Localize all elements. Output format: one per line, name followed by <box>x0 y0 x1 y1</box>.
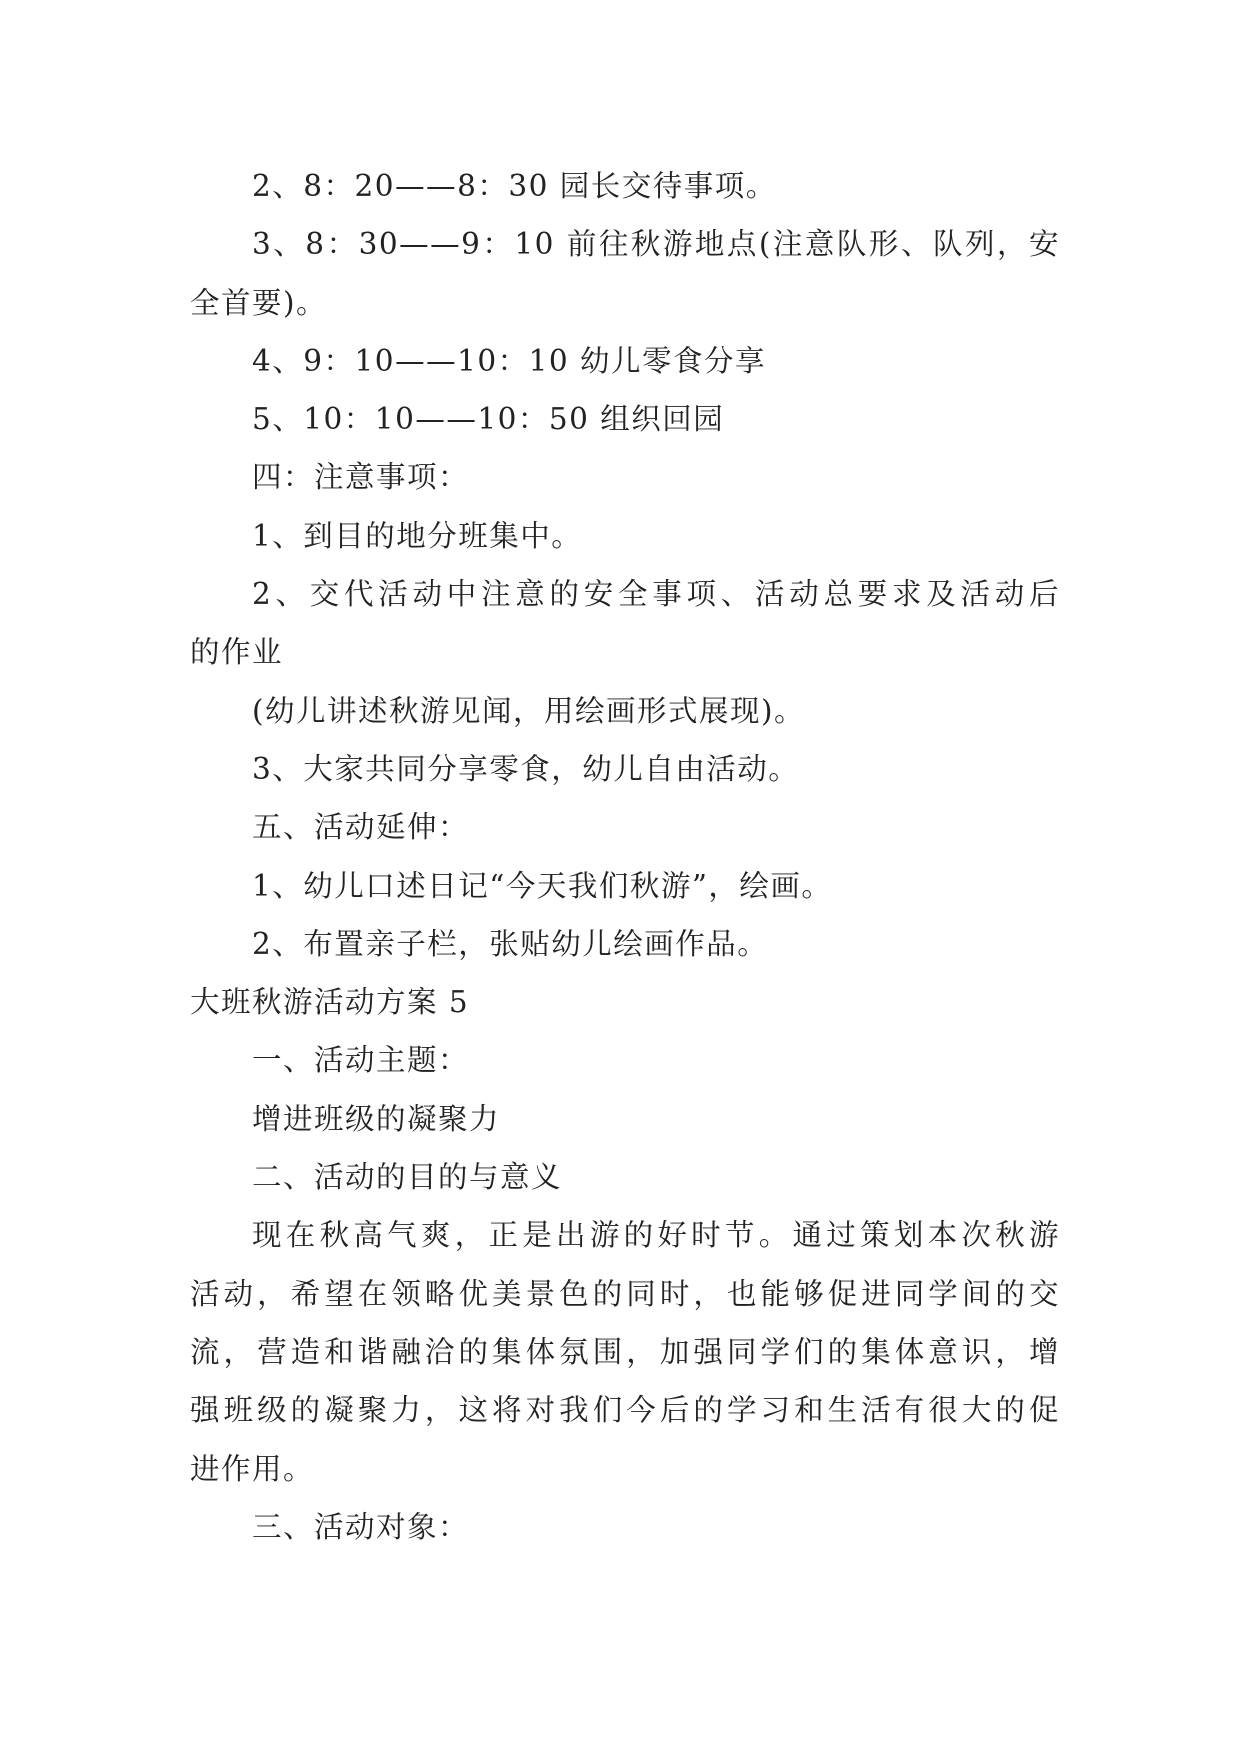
purpose-paragraph-line-5: 进作用。 <box>190 1451 315 1486</box>
theme-text: 增进班级的凝聚力 <box>252 1101 501 1136</box>
schedule-item-3: 3、8：30——9：10 前往秋游地点(注意队形、队列，安 <box>252 227 1060 262</box>
purpose-paragraph-line-3: 流，营造和谐融洽的集体氛围，加强同学们的集体意识，增 <box>190 1334 1060 1369</box>
section-heading-notes: 四：注意事项： <box>252 460 470 495</box>
schedule-item-4: 4、9：10——10：10 幼儿零食分享 <box>252 343 767 378</box>
note-item-2: 2、交代活动中注意的安全事项、活动总要求及活动后 <box>252 577 1060 612</box>
schedule-item-3-cont: 全首要)。 <box>190 285 328 320</box>
note-item-1: 1、到目的地分班集中。 <box>252 518 583 553</box>
section-heading-theme: 一、活动主题： <box>252 1043 470 1078</box>
extension-item-1: 1、幼儿口述日记“今天我们秋游”，绘画。 <box>252 868 833 903</box>
document-body <box>190 157 1060 1556</box>
extension-item-2: 2、布置亲子栏，张贴幼儿绘画作品。 <box>252 926 769 961</box>
section-heading-extension: 五、活动延伸： <box>252 810 470 845</box>
purpose-paragraph-line-4: 强班级的凝聚力，这将对我们今后的学习和生活有很大的促 <box>190 1393 1060 1428</box>
note-item-2-detail: (幼儿讲述秋游见闻，用绘画形式展现)。 <box>252 693 806 728</box>
section-heading-purpose: 二、活动的目的与意义 <box>252 1160 563 1195</box>
note-item-2-cont: 的作业 <box>190 635 284 670</box>
purpose-paragraph-line-2: 活动，希望在领略优美景色的同时，也能够促进同学间的交 <box>190 1276 1060 1311</box>
schedule-item-5: 5、10：10——10：50 组织回园 <box>252 402 725 437</box>
section-heading-audience: 三、活动对象： <box>252 1509 470 1544</box>
plan-title: 大班秋游活动方案 5 <box>190 985 470 1020</box>
purpose-paragraph-line-1: 现在秋高气爽，正是出游的好时节。通过策划本次秋游 <box>252 1218 1060 1253</box>
schedule-item-2: 2、8：20——8：30 园长交待事项。 <box>252 169 777 203</box>
note-item-3: 3、大家共同分享零食，幼儿自由活动。 <box>252 751 800 786</box>
